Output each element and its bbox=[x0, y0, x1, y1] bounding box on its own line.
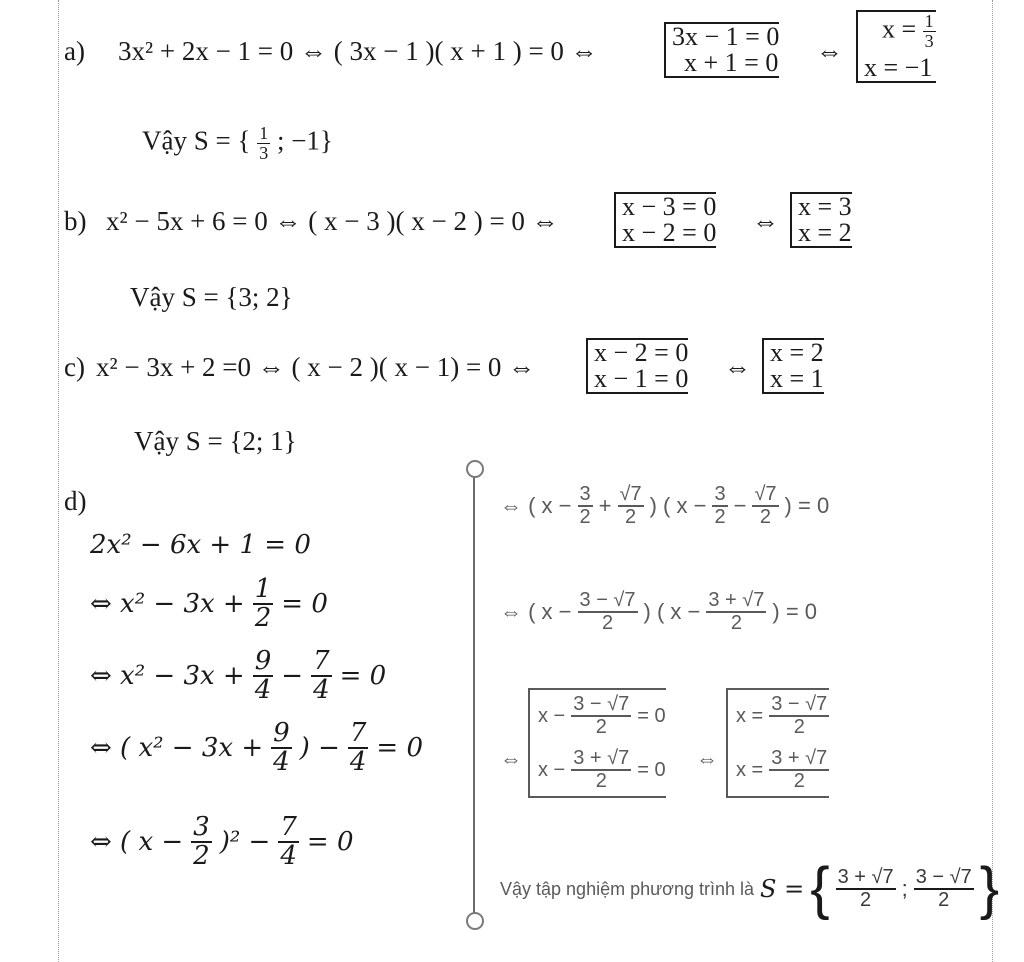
frac-den: 2 bbox=[595, 770, 607, 792]
frac-7-4 bbox=[311, 648, 332, 705]
label-c: c) bbox=[64, 352, 85, 382]
d-line-5-mid: )² − bbox=[219, 827, 271, 858]
iff-b: ⇔ bbox=[752, 206, 779, 236]
system-b-2-top: x = 3 bbox=[798, 192, 852, 221]
frac-den: 4 bbox=[254, 675, 272, 706]
frac-num: 3 + √7 bbox=[837, 866, 894, 888]
frac-den: 4 bbox=[313, 675, 330, 706]
solution-set-brace-open: { bbox=[810, 856, 830, 921]
system-c-2-top: x = 2 bbox=[770, 338, 824, 367]
label-a: a) bbox=[64, 36, 85, 66]
d-right-system-1-bottom bbox=[538, 748, 666, 792]
d-line-2 bbox=[90, 576, 328, 633]
frac-3-plus-sqrt7-2 bbox=[769, 748, 829, 792]
d-line-4-mid: ) − bbox=[299, 733, 340, 764]
frac-3-plus-sqrt7-2 bbox=[706, 590, 766, 634]
d-right-system-1-top-pre: x − bbox=[538, 704, 566, 727]
solution-c: Vậy S = {2; 1} bbox=[134, 426, 297, 456]
frac-num: 3 bbox=[579, 483, 591, 505]
frac-3-2-b bbox=[712, 484, 727, 528]
solution-set-brace-close: } bbox=[979, 856, 1000, 921]
system-b-1-top: x − 3 = 0 bbox=[622, 192, 717, 221]
frac-den: 2 bbox=[714, 506, 726, 528]
frac-num: 1 bbox=[254, 574, 272, 604]
d-right-2-c: ) = 0 bbox=[772, 599, 818, 624]
d-right-1-c: ) ( x − bbox=[649, 493, 707, 518]
frac-num: √7 bbox=[754, 483, 777, 505]
d-line-1: 2x² − 6x + 1 = 0 bbox=[90, 530, 311, 560]
frac-den: 2 bbox=[254, 603, 272, 634]
d-line-5-pre: ⇔ ( x − bbox=[90, 827, 184, 858]
equation-b: x² − 5x + 6 = 0 ⇔ ( x − 3 )( x − 2 ) = 0 ⇔ bbox=[106, 206, 559, 236]
frac-3-minus-sqrt7-2 bbox=[769, 694, 829, 738]
frac-3-minus-sqrt7-2 bbox=[578, 590, 638, 634]
system-a-2-bottom: x = −1 bbox=[864, 52, 933, 82]
frac-den: 2 bbox=[938, 889, 950, 911]
system-b-2-bottom: x = 2 bbox=[798, 218, 852, 247]
d-right-system-2-top-pre: x = bbox=[736, 704, 764, 727]
d-right-iff-1: ⇔ bbox=[500, 746, 522, 771]
d-right-system-2-top bbox=[736, 694, 829, 738]
frac-num: 3 − √7 bbox=[771, 693, 828, 715]
frac-num: 3 − √7 bbox=[573, 693, 630, 715]
frac-7-4 bbox=[278, 814, 299, 871]
frac-den: 2 bbox=[624, 506, 637, 528]
frac-den: 2 bbox=[601, 612, 614, 634]
frac-num: 3 bbox=[193, 812, 210, 842]
solution-set-label: S = bbox=[760, 875, 805, 903]
left-margin-guide bbox=[58, 0, 59, 962]
frac-num: 1 bbox=[924, 11, 934, 31]
frac-den: 2 bbox=[579, 506, 591, 528]
label-d: d) bbox=[64, 486, 87, 516]
system-a-1 bbox=[664, 22, 779, 78]
frac-3-2 bbox=[191, 814, 212, 871]
d-line-5 bbox=[90, 814, 353, 871]
d-line-4 bbox=[90, 720, 423, 777]
d-right-system-1-bottom-pre: x − bbox=[538, 758, 566, 781]
d-right-system-1 bbox=[528, 688, 666, 798]
d-right-1-minus: − bbox=[733, 493, 747, 518]
d-line-2-pre: ⇔ x² − 3x + bbox=[90, 589, 245, 620]
system-a-2 bbox=[856, 10, 936, 83]
d-line-4-post: = 0 bbox=[376, 733, 424, 764]
d-line-3-post: = 0 bbox=[339, 661, 387, 692]
solution-a-prefix: Vậy S = { bbox=[142, 125, 251, 156]
frac-den: 2 bbox=[793, 716, 805, 738]
d-right-2-b: ) ( x − bbox=[643, 599, 701, 624]
frac-sqrt7-2-b bbox=[752, 484, 778, 528]
system-b-1 bbox=[614, 192, 716, 248]
frac-num: 3 − √7 bbox=[915, 866, 972, 888]
system-c-1-bottom: x − 1 = 0 bbox=[594, 364, 689, 393]
system-a-2-top-lhs: x = bbox=[882, 14, 923, 44]
resize-handle-bottom-knob[interactable] bbox=[466, 912, 484, 930]
frac-num: 7 bbox=[280, 812, 297, 842]
frac-den: 4 bbox=[349, 747, 367, 778]
d-line-2-post: = 0 bbox=[281, 589, 328, 620]
system-c-1-top: x − 2 = 0 bbox=[594, 338, 689, 367]
d-line-5-post: = 0 bbox=[306, 827, 354, 858]
d-right-system-1-bottom-post: = 0 bbox=[637, 758, 666, 781]
frac-den: 2 bbox=[759, 506, 772, 528]
frac-9-4 bbox=[253, 648, 274, 705]
frac-den: 2 bbox=[860, 889, 872, 911]
d-right-system-1-top bbox=[538, 694, 666, 738]
frac-den: 2 bbox=[793, 770, 805, 792]
equation-c: x² − 3x + 2 =0 ⇔ ( x − 2 )( x − 1) = 0 ⇔ bbox=[96, 352, 536, 382]
frac-3-2 bbox=[578, 484, 593, 528]
d-right-system-2-bottom bbox=[736, 748, 829, 792]
d-conclusion-text: Vậy tập nghiệm phương trình là bbox=[500, 878, 755, 899]
frac-den: 3 bbox=[924, 30, 934, 51]
frac-3-plus-sqrt7-2 bbox=[836, 867, 896, 911]
system-c-2 bbox=[762, 338, 824, 394]
d-conclusion bbox=[500, 856, 1000, 921]
frac-num: 9 bbox=[254, 646, 272, 676]
solution-a bbox=[142, 124, 333, 163]
d-right-system-2 bbox=[726, 688, 829, 798]
frac-num: 3 + √7 bbox=[708, 589, 765, 611]
frac-den: 3 bbox=[259, 142, 269, 163]
d-right-system-1-top-post: = 0 bbox=[637, 704, 666, 727]
d-right-1-b: + bbox=[598, 493, 612, 518]
d-right-2 bbox=[500, 590, 817, 634]
d-line-3-mid: − bbox=[281, 661, 304, 692]
column-resize-handle[interactable] bbox=[473, 470, 475, 922]
equation-a: 3x² + 2x − 1 = 0 ⇔ ( 3x − 1 )( x + 1 ) = 0 ⇔ bbox=[118, 36, 598, 66]
d-right-system-2-bottom-pre: x = bbox=[736, 758, 764, 781]
frac-den: 4 bbox=[280, 841, 297, 872]
frac-num: 1 bbox=[259, 123, 269, 143]
d-line-3-pre: ⇔ x² − 3x + bbox=[90, 661, 245, 692]
right-margin-guide bbox=[992, 0, 993, 962]
iff-c: ⇔ bbox=[724, 352, 751, 382]
system-a-1-bottom: x + 1 = 0 bbox=[684, 48, 779, 77]
frac-9-4 bbox=[271, 720, 292, 777]
system-c-2-bottom: x = 1 bbox=[770, 364, 824, 393]
iff-a: ⇔ bbox=[816, 36, 843, 66]
frac-7-4 bbox=[348, 720, 369, 777]
frac-num: 3 + √7 bbox=[573, 747, 630, 769]
system-b-1-bottom: x − 2 = 0 bbox=[622, 218, 717, 247]
frac-num: 3 bbox=[714, 483, 726, 505]
frac-den: 2 bbox=[193, 841, 210, 872]
solution-a-suffix: ; −1} bbox=[276, 125, 333, 156]
d-right-1-e: ) = 0 bbox=[784, 493, 830, 518]
system-c-1 bbox=[586, 338, 688, 394]
system-a-2-top bbox=[864, 12, 936, 51]
frac-den: 2 bbox=[595, 716, 607, 738]
frac-3-plus-sqrt7-2 bbox=[571, 748, 631, 792]
d-right-2-a: ⇔ ( x − bbox=[500, 599, 572, 624]
solution-set-separator: ; bbox=[901, 876, 908, 901]
frac-3-minus-sqrt7-2 bbox=[571, 694, 631, 738]
d-right-iff-2: ⇔ bbox=[696, 746, 718, 771]
d-right-1-a: ⇔ ( x − bbox=[500, 493, 572, 518]
frac-num: 3 + √7 bbox=[771, 747, 828, 769]
frac-sqrt7-2 bbox=[618, 484, 644, 528]
frac-1-2 bbox=[253, 576, 274, 633]
frac-num: 7 bbox=[349, 718, 367, 748]
frac-num: √7 bbox=[619, 483, 642, 505]
system-b-2 bbox=[790, 192, 852, 248]
solution-b: Vậy S = {3; 2} bbox=[130, 282, 293, 312]
frac-one-third bbox=[923, 12, 936, 51]
frac-num: 7 bbox=[313, 646, 330, 676]
frac-num: 3 − √7 bbox=[579, 589, 636, 611]
resize-handle-top-knob[interactable] bbox=[466, 460, 484, 478]
d-line-4-pre: ⇔ ( x² − 3x + bbox=[90, 733, 264, 764]
solution-a-frac bbox=[257, 124, 270, 163]
d-right-1 bbox=[500, 484, 829, 528]
d-line-3 bbox=[90, 648, 386, 705]
system-a-1-top: 3x − 1 = 0 bbox=[672, 22, 780, 51]
frac-num: 9 bbox=[273, 718, 290, 748]
frac-3-minus-sqrt7-2 bbox=[914, 867, 974, 911]
label-b: b) bbox=[64, 206, 87, 236]
frac-den: 2 bbox=[730, 612, 742, 634]
frac-den: 4 bbox=[273, 747, 290, 778]
